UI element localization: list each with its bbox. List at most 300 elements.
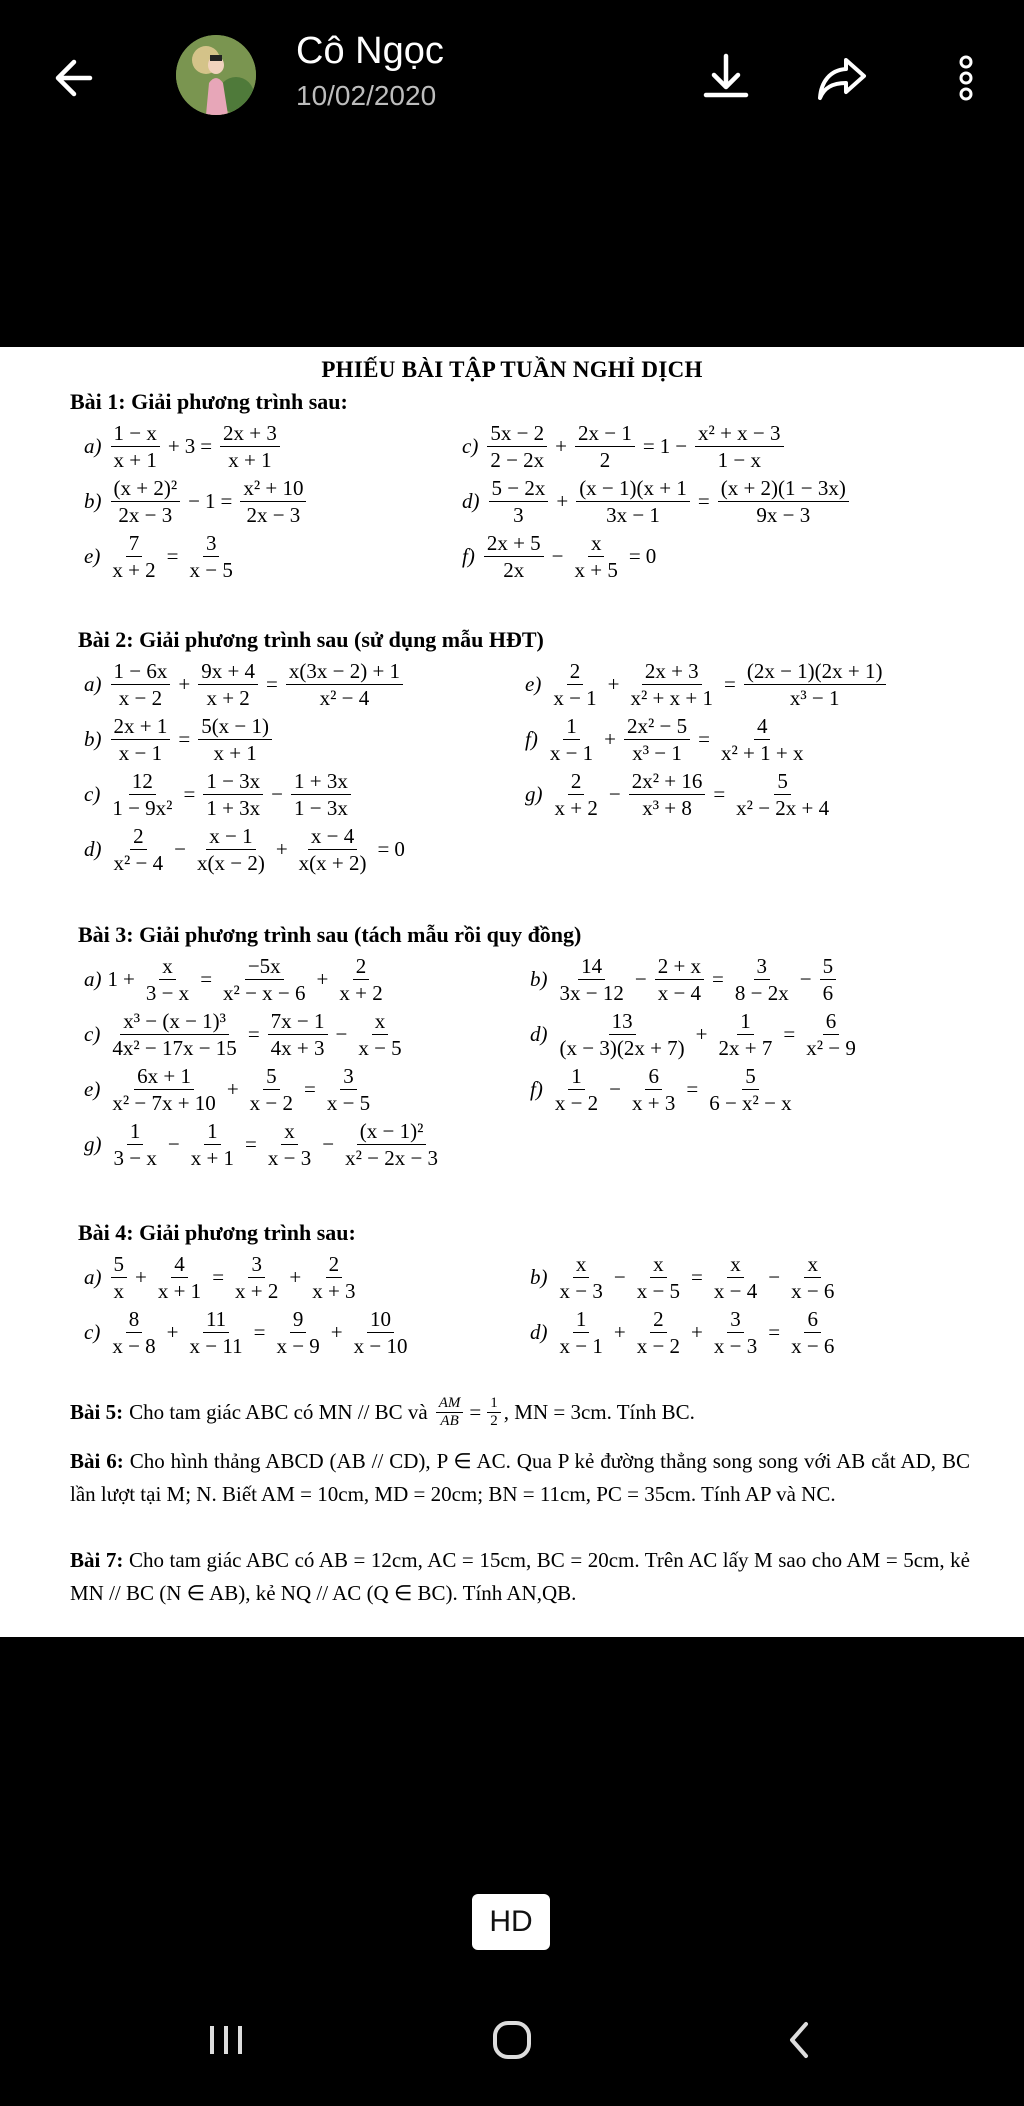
problem-5-heading: Bài 5:	[70, 1400, 124, 1424]
denominator: x + 1	[213, 741, 257, 765]
numerator: x	[588, 530, 605, 557]
fraction	[111, 1251, 128, 1304]
fraction	[624, 713, 690, 766]
numerator: 4	[171, 1251, 188, 1278]
denominator: x² − 2x + 4	[736, 796, 830, 820]
denominator: x	[113, 1279, 124, 1303]
numerator: x − 1	[206, 823, 255, 850]
constant: 1	[204, 489, 216, 513]
equation-label: a)	[84, 1265, 102, 1289]
fraction	[716, 1008, 776, 1061]
fraction	[286, 658, 403, 711]
equation: c) $\frac{\text{x³ − (x − 1)³}}{\text{4x² − 17x − 15}}$ = $\frac{7x - 1}{4x + 3}$ − $\frac{x}{x - 5}$	[84, 1008, 408, 1061]
numerator: 2	[650, 1306, 667, 1333]
equation: g) $\frac{2}{x + 2}$ − $\frac{\text{2x² + 16}}{\text{x³ + 8}}$ = $\frac{5}{\text{x² − 2x + 4}}$	[525, 768, 835, 821]
numerator: (x + 2)²	[111, 475, 181, 502]
denominator: x² − x − 6	[223, 981, 306, 1005]
fraction	[355, 1008, 404, 1061]
equation: c) $\frac{12}{\text{1 − 9x²}}$ = $\frac{1 - 3x}{1 + 3x}$ − $\frac{1 + 3x}{1 - 3x}$	[84, 768, 354, 821]
equation-label: d)	[84, 837, 102, 861]
section-heading: Bài 2: Giải phương trình sau (sử dụng mẫu HĐT)	[78, 627, 544, 652]
denominator: x − 2	[636, 1334, 681, 1358]
fraction	[550, 658, 599, 711]
avatar-image	[176, 35, 256, 115]
denominator: x + 1	[113, 448, 157, 472]
denominator: 3 − x	[145, 981, 190, 1005]
denominator: x² − 4	[319, 686, 370, 710]
recent-apps-icon[interactable]	[196, 2010, 256, 2070]
denominator: x − 9	[276, 1334, 320, 1358]
equation: a) $\frac{1 - x}{x + 1}$ + 3 = $\frac{2x + 3}{x + 1}$	[84, 420, 283, 473]
fraction	[547, 713, 596, 766]
fraction	[194, 823, 268, 876]
denominator: x − 1	[559, 1334, 603, 1358]
fraction	[557, 1251, 606, 1304]
numerator: (2x − 1)(2x + 1)	[744, 658, 886, 685]
equation-label: a)	[84, 967, 102, 991]
denominator: x + 3	[632, 1091, 676, 1115]
numerator: x	[727, 1251, 744, 1278]
fraction	[629, 768, 706, 821]
fraction	[718, 475, 849, 528]
fraction	[220, 420, 280, 473]
fraction	[628, 658, 716, 711]
fraction	[111, 420, 160, 473]
numerator: 2x² − 5	[624, 713, 690, 740]
numerator: 6	[804, 1306, 821, 1333]
denominator: x − 1	[553, 686, 597, 710]
fraction	[187, 1306, 246, 1359]
fraction	[109, 1063, 218, 1116]
numerator: x³ − (x − 1)³	[120, 1008, 229, 1035]
denominator: x² + x + 1	[630, 686, 713, 710]
equation-label: e)	[84, 544, 101, 568]
fraction	[291, 768, 351, 821]
section-heading: Bài 4: Giải phương trình sau:	[78, 1220, 356, 1245]
equation-label: c)	[462, 434, 479, 458]
numerator: x	[573, 1251, 590, 1278]
numerator: (x − 1)(x + 1	[576, 475, 690, 502]
problem-6	[70, 1445, 970, 1511]
equation-label: f)	[462, 544, 475, 568]
problem-7-heading: Bài 7:	[70, 1548, 124, 1572]
numerator: 3	[340, 1063, 357, 1090]
numerator: 6	[645, 1063, 662, 1090]
fraction	[706, 1063, 794, 1116]
numerator: 2 + x	[655, 953, 704, 980]
numerator: 1	[204, 1118, 221, 1145]
equation: a) 1 + $\frac{x}{3 - x}$ = $\frac{-5x}{\text{x² − x − 6}}$ + $\frac{2}{x + 2}$	[84, 953, 389, 1006]
numerator: 1	[568, 1063, 585, 1090]
denominator: (x − 3)(2x + 7)	[559, 1036, 685, 1060]
hd-button[interactable]: HD	[472, 1894, 550, 1950]
denominator: x² − 9	[806, 1036, 856, 1060]
numerator: 13	[609, 1008, 636, 1035]
fraction	[744, 658, 886, 711]
fraction	[143, 953, 192, 1006]
top-bar	[0, 0, 1024, 150]
fraction	[634, 1306, 683, 1359]
fraction	[711, 1306, 760, 1359]
constant: 1	[659, 434, 671, 458]
numerator: 3	[727, 1306, 744, 1333]
numerator: x	[804, 1251, 821, 1278]
denominator: x² − 2x − 3	[345, 1146, 439, 1170]
fraction	[732, 953, 792, 1006]
denominator: x − 10	[353, 1334, 408, 1358]
denominator: x² + 1 + x	[721, 741, 804, 765]
equation: e) $\frac{7}{x + 2}$ = $\frac{3}{x - 5}$	[84, 530, 239, 583]
equation-label: c)	[84, 1320, 101, 1344]
numerator: 5	[111, 1251, 128, 1278]
fraction	[557, 1306, 606, 1359]
numerator: x(3x − 2) + 1	[286, 658, 403, 685]
numerator: 2x + 1	[111, 713, 171, 740]
denominator: x − 4	[713, 1279, 758, 1303]
equation-label: d)	[530, 1320, 548, 1344]
denominator: 2x − 3	[246, 503, 301, 527]
numerator: 6x + 1	[134, 1063, 194, 1090]
fraction	[718, 713, 806, 766]
numerator: 5(x − 1)	[198, 713, 272, 740]
equation-label: b)	[530, 967, 548, 991]
equals-sign: =	[469, 1400, 482, 1424]
fraction	[109, 1008, 239, 1061]
denominator: x + 2	[235, 1279, 279, 1303]
equation-label: c)	[84, 782, 101, 806]
numerator: 1	[487, 1395, 501, 1413]
worksheet-title: PHIẾU BÀI TẬP TUẦN NGHỈ DỊCH	[321, 357, 703, 382]
denominator: 3x − 1	[606, 503, 660, 527]
numerator: x	[372, 1008, 389, 1035]
numerator: 2x + 5	[484, 530, 544, 557]
fraction	[188, 1118, 237, 1171]
fraction	[803, 1008, 859, 1061]
numerator: 10	[367, 1306, 394, 1333]
numerator: 2x² + 16	[629, 768, 706, 795]
denominator: 3	[513, 503, 524, 527]
fraction	[572, 530, 621, 583]
denominator: x − 8	[112, 1334, 156, 1358]
fraction	[487, 1395, 501, 1430]
numerator: 1	[127, 1118, 144, 1145]
numerator: x	[281, 1118, 298, 1145]
equation: e) $\frac{2}{x - 1}$ + $\frac{2x + 3}{\text{x² + x + 1}}$ = $\frac{(2x - 1)(2x + 1)}{\text{x³ − 1}}$	[525, 658, 889, 711]
denominator: 4x + 3	[270, 1036, 325, 1060]
fraction	[552, 1063, 601, 1116]
denominator: x(x + 2)	[298, 851, 367, 875]
fraction	[575, 420, 635, 473]
fraction	[111, 658, 171, 711]
equation: c) $\frac{5x - 2}{2 - 2x}$ + $\frac{2x - 1}{2}$ = 1 − $\frac{\text{x² + x − 3}}{1 - x}$	[462, 420, 787, 473]
denominator: 2x	[503, 558, 525, 582]
back-arrow-icon[interactable]	[40, 48, 100, 108]
numerator: 1 − x	[111, 420, 160, 447]
fraction	[634, 1251, 683, 1304]
numerator: 5 − 2x	[489, 475, 549, 502]
fraction	[788, 1251, 837, 1304]
denominator: x − 3	[267, 1146, 312, 1170]
fraction	[220, 953, 308, 1006]
fraction	[111, 1118, 160, 1171]
fraction	[336, 953, 385, 1006]
problem-5-text: , MN = 3cm. Tính BC.	[503, 1400, 695, 1424]
denominator: 6	[822, 981, 834, 1005]
denominator: x − 2	[249, 1091, 293, 1115]
denominator: x − 5	[636, 1279, 681, 1303]
numerator: 2	[130, 823, 147, 850]
equation-label: a)	[84, 672, 102, 696]
denominator: 1 − x	[717, 448, 761, 472]
equation: f) $\frac{1}{x - 1}$ + $\frac{\text{2x² − 5}}{\text{x³ − 1}}$ = $\frac{4}{\text{x² + 1 + x}}$	[525, 713, 809, 766]
problem-6-text: Cho hình thảng ABCD (AB // CD), P ∈ AC. Qua P kẻ đường thẳng song song với AB cắt AD, BC lần lượt tại M; N. Biết AM = 10cm, MD = 20cm; BN = 11cm, PC = 35cm. Tính AP và NC.	[70, 1449, 970, 1506]
equation-label: b)	[530, 1265, 548, 1289]
fraction	[111, 475, 181, 528]
denominator: x − 5	[326, 1091, 371, 1115]
section-heading: Bài 1: Giải phương trình sau:	[70, 389, 348, 414]
denominator: 4x² − 17x − 15	[112, 1036, 237, 1060]
more-vertical-icon[interactable]	[936, 48, 996, 108]
equation: c) $\frac{8}{x - 8}$ + $\frac{11}{x - 11}$ = $\frac{9}{x - 9}$ + $\frac{10}{x - 10}$	[84, 1306, 413, 1359]
denominator: 2	[599, 448, 611, 472]
fraction	[557, 953, 627, 1006]
equation: f) $\frac{2x + 5}{2x}$ − $\frac{x}{x + 5}$ = 0	[462, 531, 657, 582]
equation-label: f)	[525, 727, 538, 751]
equation: b) $\frac{\text{(x + 2)²}}{2x - 3}$ − 1 = $\frac{\text{x² + 10}}{2x - 3}$	[84, 475, 309, 528]
denominator: 3x − 12	[559, 981, 624, 1005]
numerator: 5	[820, 953, 837, 980]
denominator: x + 3	[312, 1279, 356, 1303]
equation: d) $\frac{1}{x - 1}$ + $\frac{2}{x - 2}$ + $\frac{3}{x - 3}$ = $\frac{6}{x - 6}$	[530, 1306, 840, 1359]
numerator: 1 − 6x	[111, 658, 171, 685]
fraction	[268, 1008, 328, 1061]
denominator: x + 2	[206, 686, 250, 710]
equation: e) $\frac{6x + 1}{\text{x² − 7x + 10}}$ + $\frac{5}{x - 2}$ = $\frac{3}{x - 5}$	[84, 1063, 376, 1116]
avatar[interactable]	[176, 35, 256, 115]
equation: b) $\frac{x}{x - 3}$ − $\frac{x}{x - 5}$ = $\frac{x}{x - 4}$ − $\frac{x}{x - 6}$	[530, 1251, 840, 1304]
equation-label: a)	[84, 434, 102, 458]
section-heading: Bài 3: Giải phương trình sau (tách mẫu rồi quy đồng)	[78, 922, 582, 947]
fraction	[273, 1306, 322, 1359]
fraction	[576, 475, 690, 528]
fraction	[484, 530, 544, 583]
equation-label: f)	[530, 1077, 543, 1101]
equation-label: b)	[84, 727, 102, 751]
problem-6-heading: Bài 6:	[70, 1449, 124, 1473]
fraction	[111, 713, 171, 766]
denominator: x − 2	[118, 686, 163, 710]
fraction	[309, 1251, 358, 1304]
constant: 0	[645, 544, 657, 568]
denominator: x + 1	[190, 1146, 235, 1170]
denominator: x − 11	[189, 1334, 243, 1358]
numerator: 2	[568, 768, 585, 795]
numerator: 11	[203, 1306, 229, 1333]
denominator: x + 5	[574, 558, 618, 582]
numerator: x² + 10	[240, 475, 306, 502]
fraction	[240, 475, 306, 528]
fraction	[489, 475, 549, 528]
fraction	[324, 1063, 373, 1116]
fraction	[155, 1251, 204, 1304]
denominator: x − 1	[549, 741, 594, 765]
fraction	[109, 1306, 158, 1359]
denominator: 1 − 9x²	[112, 796, 173, 820]
denominator: 9x − 3	[756, 503, 811, 527]
numerator: 2	[567, 658, 584, 685]
equation-label: g)	[525, 782, 543, 806]
denominator: x³ − 1	[789, 686, 840, 710]
fraction	[232, 1251, 281, 1304]
numerator: 2x + 3	[642, 658, 702, 685]
denominator: 2x − 3	[118, 503, 173, 527]
numerator: 1 − 3x	[203, 768, 263, 795]
numerator: x² + x − 3	[695, 420, 783, 447]
equation: b) $\frac{2x + 1}{x - 1}$ = $\frac{5(x - 1)}{x + 1}$	[84, 713, 275, 766]
numerator: 1	[563, 713, 580, 740]
numerator: AM	[436, 1395, 464, 1413]
denominator: x − 5	[358, 1036, 402, 1060]
numerator: x	[650, 1251, 667, 1278]
constant: 1	[107, 967, 118, 991]
equation-label: d)	[462, 489, 480, 513]
denominator: x − 3	[713, 1334, 758, 1358]
denominator: 2 − 2x	[490, 448, 545, 472]
numerator: (x − 1)²	[357, 1118, 427, 1145]
constant: 3	[184, 434, 196, 458]
denominator: x + 2	[112, 558, 156, 582]
fraction	[342, 1118, 441, 1171]
denominator: x³ − 1	[632, 741, 682, 765]
denominator: x − 1	[118, 741, 163, 765]
denominator: AB	[440, 1413, 459, 1429]
numerator: x − 4	[308, 823, 357, 850]
numerator: 4	[754, 713, 771, 740]
numerator: 2	[353, 953, 370, 980]
denominator: 3 − x	[113, 1146, 157, 1170]
denominator: x − 5	[189, 558, 233, 582]
equation: d) $\frac{2}{\text{x² − 4}}$ − $\frac{x - 1}{x(x - 2)}$ + $\frac{x - 4}{x(x + 2)}$ = 0	[84, 824, 405, 875]
problem-5-text: Cho tam giác ABC có MN // BC và	[129, 1400, 428, 1424]
equation: b) $\frac{14}{3x - 12}$ − $\frac{2 + x}{x - 4}$ = $\frac{3}{8 - 2x}$ − $\frac{5}{6}$	[530, 953, 839, 1006]
fraction	[820, 953, 837, 1006]
numerator: 5	[774, 768, 791, 795]
numerator: 5x − 2	[487, 420, 547, 447]
numerator: 5	[263, 1063, 280, 1090]
denominator: x² − 4	[113, 851, 164, 875]
fraction	[655, 953, 704, 1006]
denominator: x − 6	[791, 1334, 835, 1358]
equation-label: b)	[84, 489, 102, 513]
fraction	[557, 1008, 688, 1061]
denominator: x² − 7x + 10	[112, 1091, 216, 1115]
share-icon[interactable]	[812, 48, 872, 108]
numerator: 2x + 3	[220, 420, 280, 447]
fraction	[711, 1251, 760, 1304]
denominator: x + 1	[228, 448, 272, 472]
numerator: 7x − 1	[268, 1008, 328, 1035]
fraction	[296, 823, 370, 876]
numerator: 7	[126, 530, 143, 557]
denominator: 2x + 7	[718, 1036, 773, 1060]
home-icon[interactable]	[482, 2010, 542, 2070]
fraction	[695, 420, 783, 473]
denominator: 2	[490, 1413, 498, 1429]
fraction	[629, 1063, 678, 1116]
fraction	[198, 658, 258, 711]
equation-label: c)	[84, 1022, 101, 1046]
problem-7	[70, 1544, 970, 1610]
equation: a) $\frac{1 - 6x}{x - 2}$ + $\frac{9x + 4}{x + 2}$ = $\frac{x(3x - 2) + 1}{\text{x² − 4}}$	[84, 658, 406, 711]
nav-back-icon[interactable]	[770, 2010, 830, 2070]
equation-label: d)	[530, 1022, 548, 1046]
denominator: 1 − 3x	[294, 796, 348, 820]
denominator: x(x − 2)	[196, 851, 265, 875]
denominator: x³ + 8	[642, 796, 692, 820]
equation: a) $\frac{5}{x}$ + $\frac{4}{x + 1}$ = $\frac{3}{x + 2}$ + $\frac{2}{x + 3}$	[84, 1251, 362, 1304]
numerator: 12	[129, 768, 156, 795]
equation: f) $\frac{1}{x - 2}$ − $\frac{6}{x + 3}$ = $\frac{5}{\text{6 − x² − x}}$	[530, 1063, 798, 1116]
constant: 0	[394, 837, 405, 861]
numerator: 2	[326, 1251, 343, 1278]
fraction	[187, 530, 236, 583]
sent-date: 10/02/2020	[296, 80, 437, 111]
equation: d) $\frac{13}{(x - 3)(2x + 7)}$ + $\frac{1}{2x + 7}$ = $\frac{6}{\text{x² − 9}}$	[530, 1008, 862, 1061]
problem-7-text: Cho tam giác ABC có AB = 12cm, AC = 15cm, BC = 20cm. Trên AC lấy M sao cho AM = 5cm, kẻ MN // BC (N ∈ AB), kẻ NQ // AC (Q ∈ BC). Tính AN,QB.	[70, 1548, 971, 1605]
worksheet-image	[0, 347, 1024, 1637]
numerator: 3	[248, 1251, 265, 1278]
numerator: 1 + 3x	[291, 768, 351, 795]
numerator: 1	[573, 1306, 590, 1333]
denominator: x − 3	[559, 1279, 603, 1303]
numerator: −5x	[245, 953, 284, 980]
denominator: 6 − x² − x	[709, 1091, 792, 1115]
download-icon[interactable]	[696, 48, 756, 108]
fraction	[487, 420, 547, 473]
fraction	[111, 823, 167, 876]
fraction	[203, 768, 263, 821]
numerator: 3	[203, 530, 220, 557]
numerator: 1	[737, 1008, 754, 1035]
fraction	[733, 768, 832, 821]
problem-5	[70, 1395, 695, 1430]
fraction	[552, 768, 601, 821]
denominator: x − 4	[657, 981, 702, 1005]
denominator: 8 − 2x	[734, 981, 789, 1005]
equation-label: e)	[84, 1077, 101, 1101]
fraction	[247, 1063, 296, 1116]
equation-label: g)	[84, 1132, 102, 1156]
fraction	[109, 768, 175, 821]
sender-name: Cô Ngọc	[296, 30, 444, 72]
fraction	[265, 1118, 314, 1171]
numerator: 14	[578, 953, 605, 980]
fraction	[198, 713, 272, 766]
numerator: (x + 2)(1 − 3x)	[718, 475, 849, 502]
numerator: 9x + 4	[198, 658, 258, 685]
numerator: 8	[126, 1306, 143, 1333]
numerator: 9	[290, 1306, 307, 1333]
equation: d) $\frac{5 - 2x}{3}$ + $\frac{(x - 1)(x + 1}{3x - 1}$ = $\frac{(x + 2)(1 - 3x)}{9x - 3}$	[462, 475, 852, 528]
equation-label: e)	[525, 672, 542, 696]
fraction	[351, 1306, 411, 1359]
numerator: 5	[742, 1063, 759, 1090]
fraction	[788, 1306, 837, 1359]
denominator: x − 2	[554, 1091, 599, 1115]
fraction	[109, 530, 158, 583]
denominator: x − 6	[791, 1279, 835, 1303]
denominator: 1 + 3x	[206, 796, 261, 820]
